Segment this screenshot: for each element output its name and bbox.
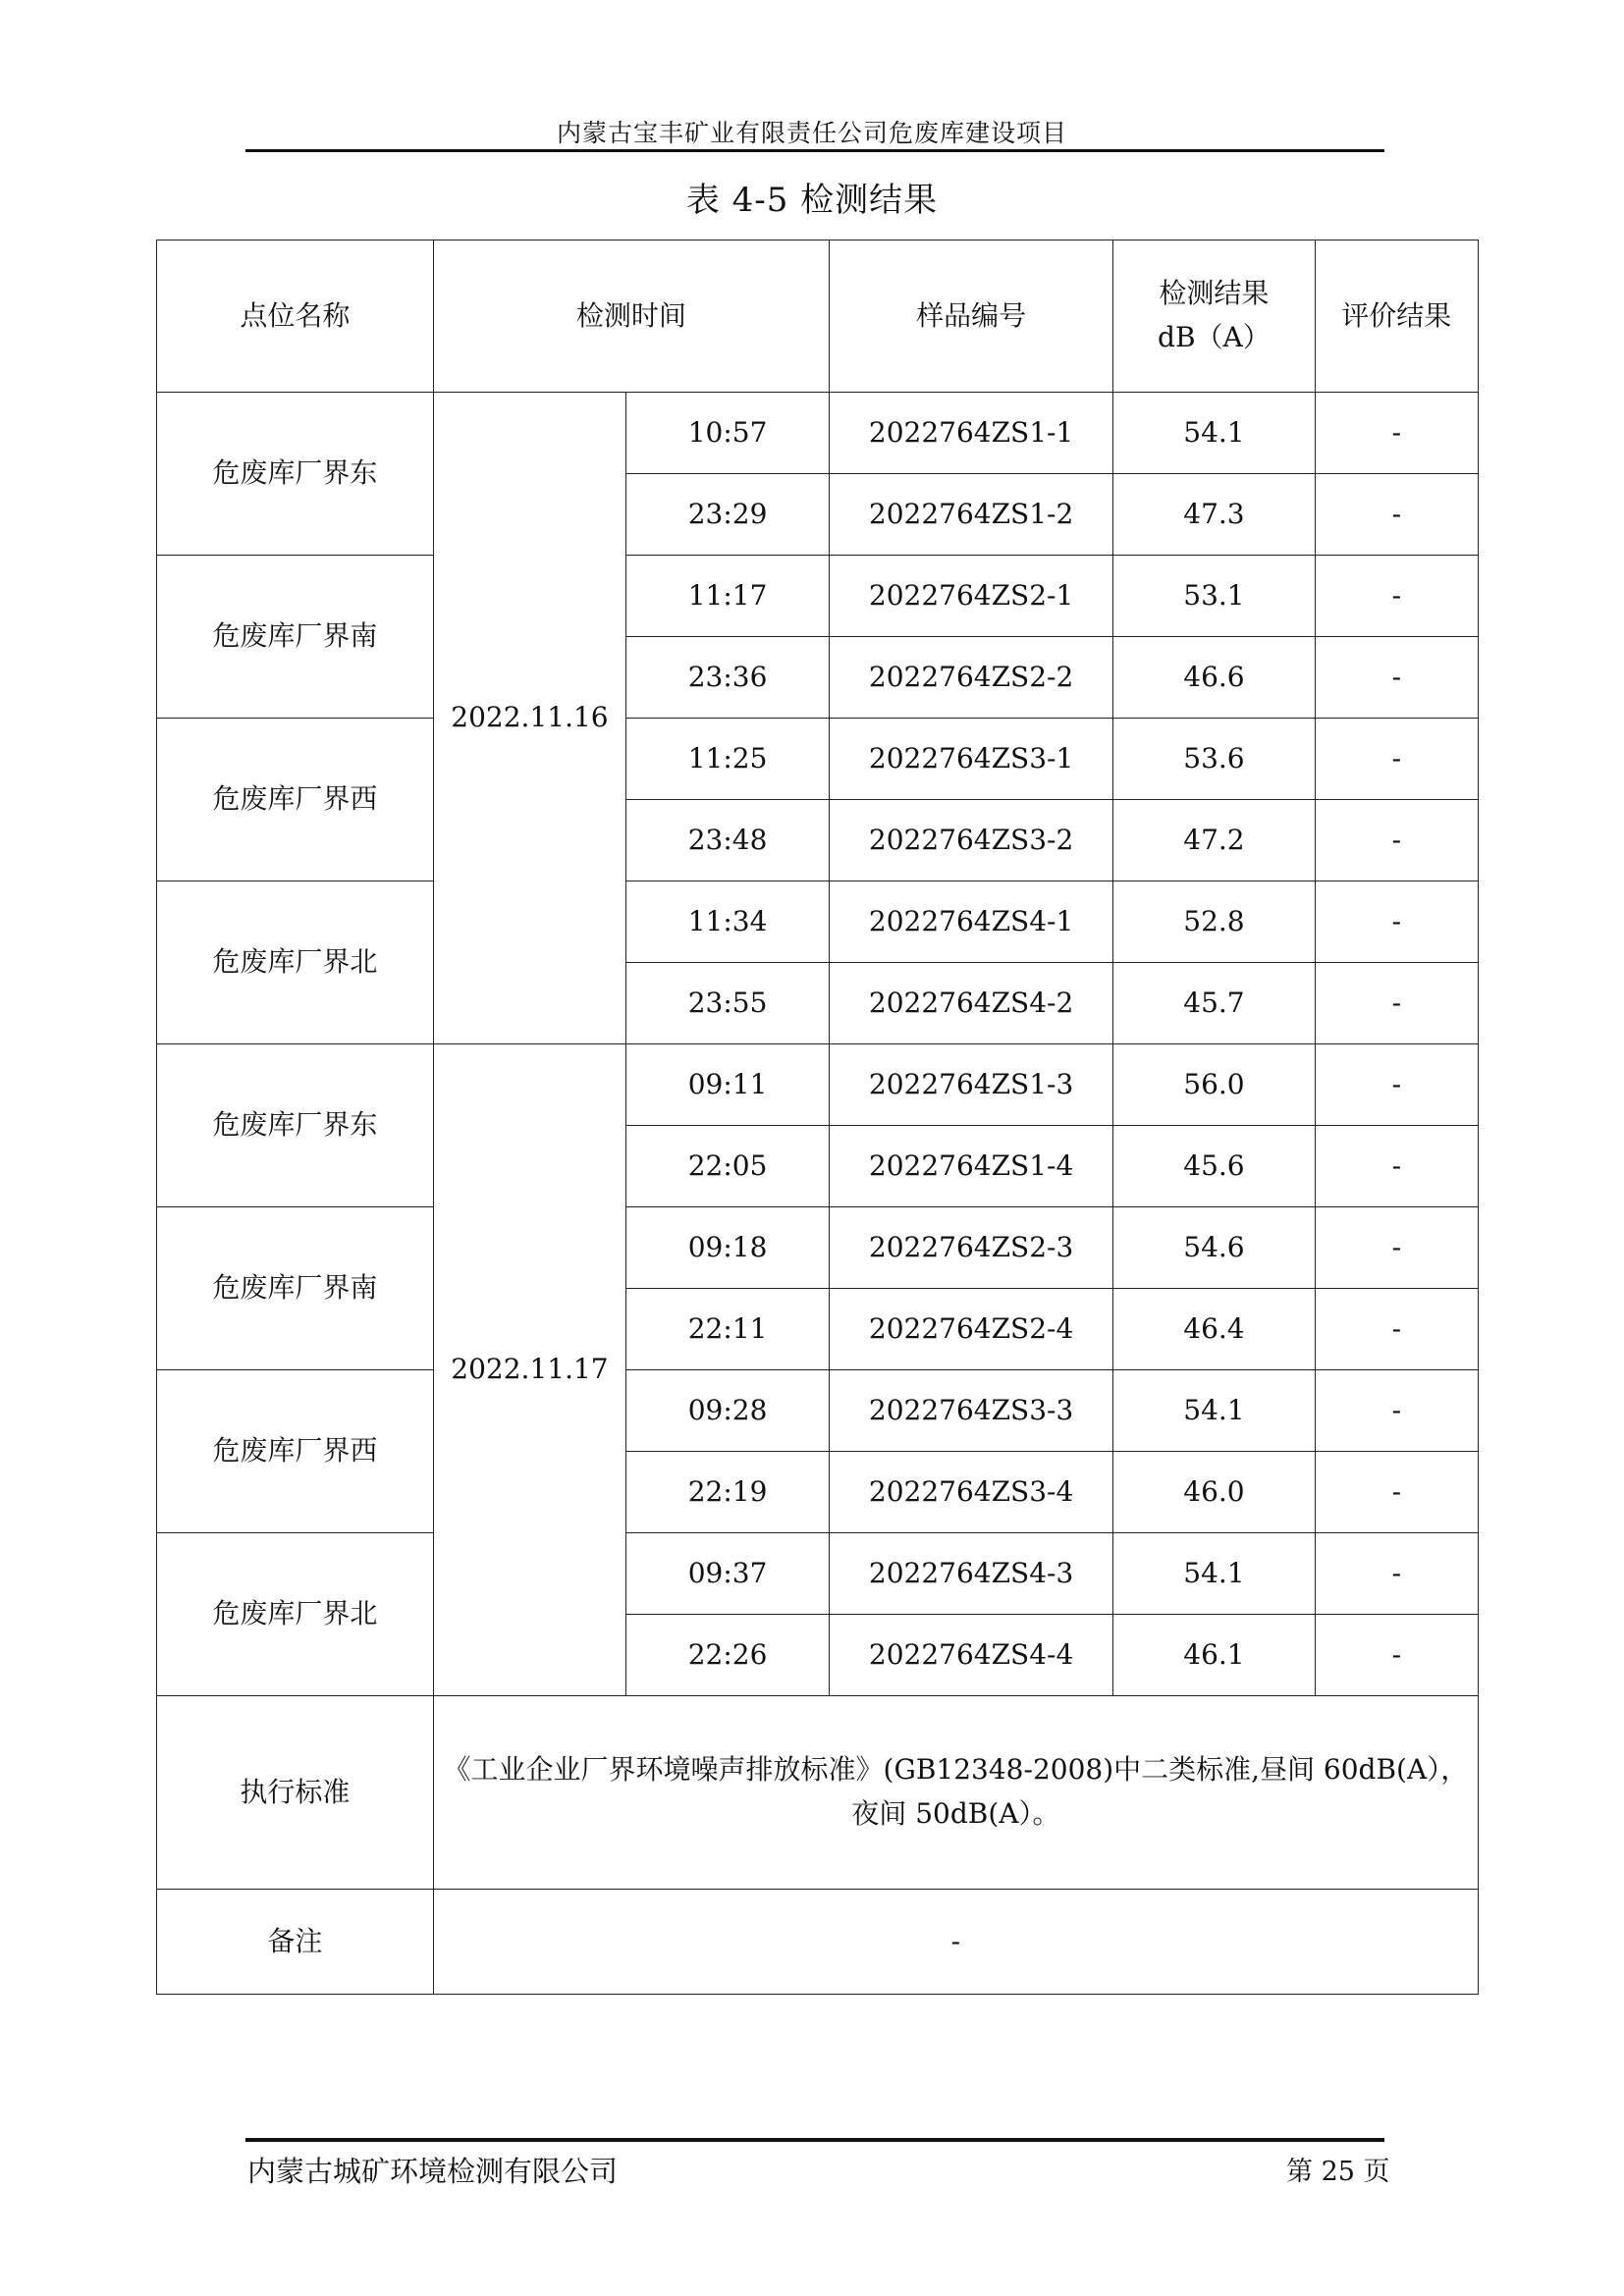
time-cell: 23:36 [626,637,830,719]
time-cell: 23:29 [626,474,830,556]
location-name-cell: 危废库厂界东 [157,393,434,556]
evaluation-cell: - [1315,1533,1478,1615]
header-evaluation: 评价结果 [1315,240,1478,393]
time-cell: 23:48 [626,800,830,881]
table-row [157,1207,1479,1289]
footer-divider [245,2138,1384,2142]
evaluation-cell: - [1315,719,1478,800]
standard-text-line-1: 《工业企业厂界环境噪声排放标准》(GB12348-2008)中二类标准,昼间 60dB(A）， [443,1753,1469,1787]
header-location: 点位名称 [157,240,434,393]
time-cell: 23:55 [626,963,830,1044]
result-value-cell: 46.4 [1113,1289,1315,1370]
time-cell: 11:17 [626,556,830,637]
sample-id-cell: 2022764ZS1-4 [829,1126,1112,1207]
result-value-cell: 46.6 [1113,637,1315,719]
header-divider [245,149,1384,152]
location-name-cell: 危废库厂界东 [157,1044,434,1207]
sample-id-cell: 2022764ZS2-1 [829,556,1112,637]
time-cell: 10:57 [626,393,830,474]
remark-row [157,1890,1479,1995]
time-cell: 09:28 [626,1370,830,1452]
evaluation-cell: - [1315,1044,1478,1126]
sample-id-cell: 2022764ZS1-3 [829,1044,1112,1126]
table-row [157,719,1479,800]
time-cell: 09:11 [626,1044,830,1126]
result-value-cell: 45.7 [1113,963,1315,1044]
result-value-cell: 47.2 [1113,800,1315,881]
header-time: 检测时间 [433,240,829,393]
evaluation-cell: - [1315,881,1478,963]
location-name-cell: 危废库厂界西 [157,1370,434,1533]
time-cell: 09:37 [626,1533,830,1615]
result-value-cell: 54.1 [1113,1533,1315,1615]
result-value-cell: 54.1 [1113,393,1315,474]
time-cell: 22:26 [626,1615,830,1696]
sample-id-cell: 2022764ZS4-4 [829,1615,1112,1696]
result-value-cell: 52.8 [1113,881,1315,963]
header-sample: 样品编号 [829,240,1112,393]
footer-company: 内蒙古城矿环境检测有限公司 [247,2155,619,2188]
evaluation-cell: - [1315,1452,1478,1533]
location-name-cell: 危废库厂界南 [157,556,434,719]
time-cell: 11:34 [626,881,830,963]
sample-id-cell: 2022764ZS4-3 [829,1533,1112,1615]
time-cell: 09:18 [626,1207,830,1289]
standard-text-line-2: 夜间 50dB(A）。 [851,1797,1060,1830]
sample-id-cell: 2022764ZS1-1 [829,393,1112,474]
sample-id-cell: 2022764ZS3-3 [829,1370,1112,1452]
result-value-cell: 46.0 [1113,1452,1315,1533]
evaluation-cell: - [1315,1207,1478,1289]
header-row [157,240,1479,393]
document-header-title: 内蒙古宝丰矿业有限责任公司危废库建设项目 [556,119,1067,147]
sample-id-cell: 2022764ZS3-1 [829,719,1112,800]
sample-id-cell: 2022764ZS2-2 [829,637,1112,719]
evaluation-cell: - [1315,963,1478,1044]
results-table-body [157,240,1479,1995]
time-cell: 22:19 [626,1452,830,1533]
table-row [157,556,1479,637]
result-value-cell: 54.6 [1113,1207,1315,1289]
result-value-cell: 53.1 [1113,556,1315,637]
result-value-cell: 45.6 [1113,1126,1315,1207]
sample-id-cell: 2022764ZS3-2 [829,800,1112,881]
result-value-cell: 54.1 [1113,1370,1315,1452]
result-value-cell: 47.3 [1113,474,1315,556]
sample-id-cell: 2022764ZS2-3 [829,1207,1112,1289]
time-cell: 11:25 [626,719,830,800]
table-row [157,1533,1479,1615]
sample-id-cell: 2022764ZS4-1 [829,881,1112,963]
evaluation-cell: - [1315,637,1478,719]
table-title: 表 4-5 检测结果 [685,181,939,220]
sample-id-cell: 2022764ZS2-4 [829,1289,1112,1370]
date-cell: 2022.11.16 [433,393,625,1044]
time-cell: 22:05 [626,1126,830,1207]
standard-label: 执行标准 [157,1696,434,1890]
location-name-cell: 危废库厂界北 [157,1533,434,1696]
table-row [157,1370,1479,1452]
location-name-cell: 危废库厂界北 [157,881,434,1044]
result-value-cell: 46.1 [1113,1615,1315,1696]
sample-id-cell: 2022764ZS1-2 [829,474,1112,556]
result-value-cell: 53.6 [1113,719,1315,800]
table-row [157,881,1479,963]
location-name-cell: 危废库厂界西 [157,719,434,881]
sample-id-cell: 2022764ZS4-2 [829,963,1112,1044]
results-table [156,240,1479,1995]
evaluation-cell: - [1315,1289,1478,1370]
date-cell: 2022.11.17 [433,1044,625,1696]
result-value-cell: 56.0 [1113,1044,1315,1126]
evaluation-cell: - [1315,393,1478,474]
evaluation-cell: - [1315,800,1478,881]
evaluation-cell: - [1315,1370,1478,1452]
evaluation-cell: - [1315,1615,1478,1696]
standard-text-cell [433,1696,1478,1890]
standard-row [157,1696,1479,1890]
evaluation-cell: - [1315,556,1478,637]
evaluation-cell: - [1315,1126,1478,1207]
evaluation-cell: - [1315,474,1478,556]
table-row [157,1044,1479,1126]
remark-label: 备注 [157,1890,434,1995]
header-result: 检测结果 dB（A） [1113,240,1315,393]
location-name-cell: 危废库厂界南 [157,1207,434,1370]
table-row [157,393,1479,474]
time-cell: 22:11 [626,1289,830,1370]
remark-value: - [433,1890,1478,1995]
sample-id-cell: 2022764ZS3-4 [829,1452,1112,1533]
footer-page-number: 第 25 页 [1286,2157,1390,2187]
